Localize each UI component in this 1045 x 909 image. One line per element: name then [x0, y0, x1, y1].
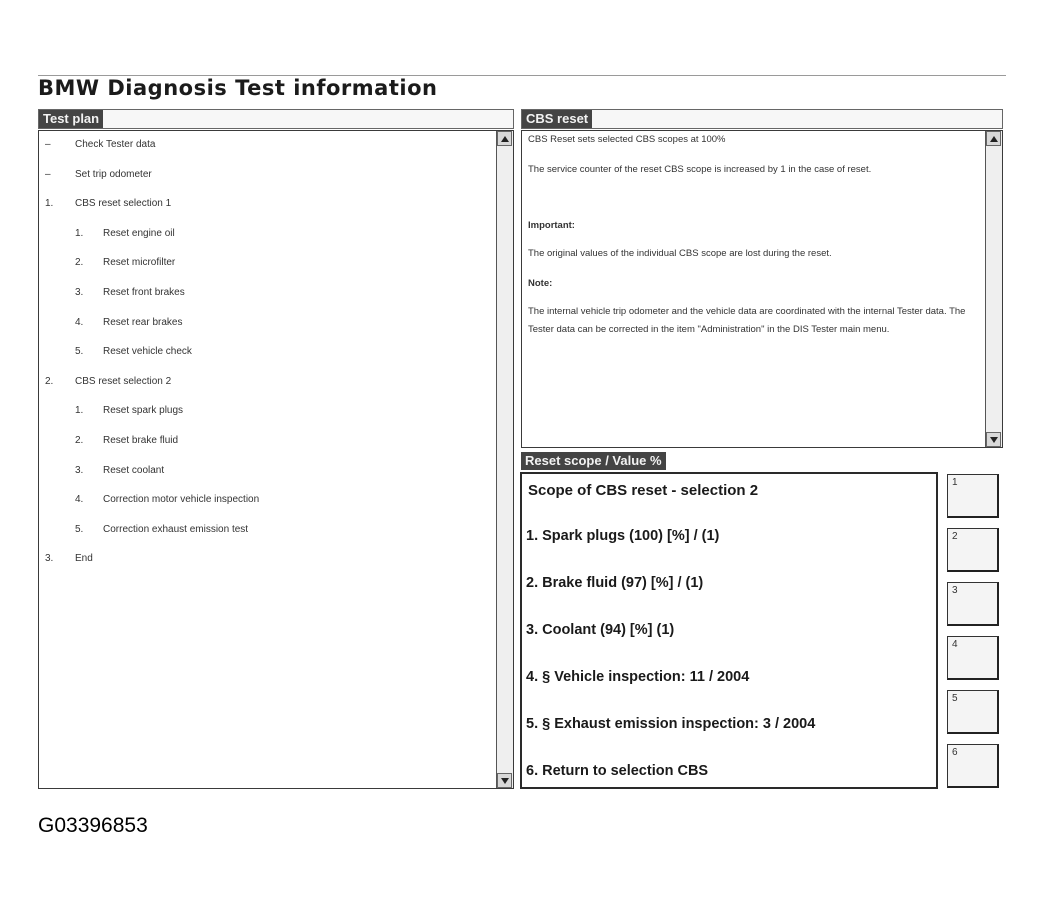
- selection-option-3[interactable]: 3. Coolant (94) [%] (1): [526, 622, 675, 638]
- test-plan-item-label: End: [75, 553, 93, 565]
- test-plan-header: [38, 109, 514, 129]
- scroll-down-arrow-icon[interactable]: [497, 773, 512, 788]
- cbs-reset-header: [521, 109, 1003, 129]
- function-key-label: 3: [952, 585, 958, 596]
- test-plan-scrollbar[interactable]: [496, 131, 513, 788]
- function-key-label: 5: [952, 693, 958, 704]
- test-plan-item-label: Reset spark plugs: [103, 405, 184, 417]
- selection-option-4[interactable]: 4. § Vehicle inspection: 11 / 2004: [526, 669, 750, 685]
- function-key-2-button[interactable]: [947, 528, 999, 572]
- test-plan-item-number: 2.: [75, 257, 84, 269]
- info-important-text: The original values of the individual CBS scope are lost during the reset.: [528, 248, 832, 259]
- test-plan-item-label: Reset microfilter: [103, 257, 176, 269]
- test-plan-item-number: 3.: [45, 553, 54, 565]
- test-plan-item-number: 3.: [75, 464, 84, 476]
- test-plan-item-number: 3.: [75, 287, 84, 298]
- test-plan-panel: [38, 130, 514, 789]
- test-plan-item-label: CBS reset selection 1: [75, 198, 172, 210]
- test-plan-item-label: Correction exhaust emission test: [103, 523, 249, 535]
- test-plan-item-number: –: [45, 139, 51, 150]
- scroll-up-arrow-icon[interactable]: [986, 131, 1001, 146]
- test-plan-item-number: 5.: [75, 523, 84, 535]
- selection-option-6[interactable]: 6. Return to selection CBS: [526, 763, 709, 779]
- selection-option-2[interactable]: 2. Brake fluid (97) [%] / (1): [526, 575, 704, 591]
- function-key-1-button[interactable]: [947, 474, 999, 518]
- app-title: BMW Diagnosis Test information: [38, 76, 438, 100]
- test-plan-item-label: Reset front brakes: [103, 287, 185, 298]
- test-plan-item-label: Correction motor vehicle inspection: [103, 494, 260, 506]
- info-line-1: CBS Reset sets selected CBS scopes at 100%: [528, 134, 726, 145]
- function-key-4-button[interactable]: [947, 636, 999, 680]
- function-key-label: 1: [952, 477, 958, 488]
- function-key-label: 6: [952, 747, 958, 758]
- scroll-up-arrow-icon[interactable]: [497, 131, 512, 146]
- info-line-2: The service counter of the reset CBS scope is increased by 1 in the case of reset.: [528, 164, 872, 175]
- test-plan-item-number: –: [45, 168, 51, 180]
- info-scrollbar[interactable]: [985, 131, 1002, 447]
- function-key-label: 2: [952, 531, 958, 542]
- function-key-3-button[interactable]: [947, 582, 999, 626]
- test-plan-item-number: 2.: [75, 435, 84, 446]
- note-label: Note:: [528, 278, 553, 289]
- test-plan-item-label: Set trip odometer: [75, 168, 152, 180]
- test-plan-item-number: 1.: [75, 227, 84, 239]
- test-plan-item-label: Reset engine oil: [103, 227, 175, 239]
- selection-option-5[interactable]: 5. § Exhaust emission inspection: 3 / 2004: [526, 716, 816, 732]
- selection-header-label: Reset scope / Value %: [521, 452, 666, 470]
- selection-option-1[interactable]: 1. Spark plugs (100) [%] / (1): [526, 528, 720, 544]
- scroll-down-arrow-icon[interactable]: [986, 432, 1001, 447]
- selection-header: [521, 452, 939, 472]
- test-plan-item-number: 4.: [75, 316, 84, 328]
- function-key-5-button[interactable]: [947, 690, 999, 734]
- test-plan-item-number: 1.: [45, 198, 54, 210]
- selection-title: Scope of CBS reset - selection 2: [528, 482, 759, 499]
- test-plan-item-label: Reset rear brakes: [103, 316, 183, 328]
- test-plan-item-label: Reset vehicle check: [103, 346, 192, 358]
- function-key-label: 4: [952, 639, 958, 650]
- test-plan-header-label: Test plan: [39, 110, 103, 128]
- test-plan-item-label: Check Tester data: [75, 139, 156, 150]
- test-plan-item-number: 1.: [75, 405, 84, 417]
- figure-id: G03396853: [38, 814, 148, 837]
- test-plan-item-number: 4.: [75, 494, 84, 506]
- test-plan-item-label: CBS reset selection 2: [75, 375, 172, 387]
- cbs-reset-info-panel: [521, 130, 1003, 448]
- selection-panel: [520, 472, 938, 789]
- cbs-reset-header-label: CBS reset: [522, 110, 592, 128]
- important-label: Important:: [528, 220, 575, 231]
- test-plan-item-number: 2.: [45, 375, 54, 387]
- info-note-label: [528, 275, 980, 293]
- info-important-label: [528, 217, 980, 235]
- test-plan-item-label: Reset coolant: [103, 464, 165, 476]
- function-key-6-button[interactable]: [947, 744, 999, 788]
- test-plan-item-label: Reset brake fluid: [103, 435, 179, 446]
- test-plan-item-number: 5.: [75, 346, 84, 358]
- info-note-text: The internal vehicle trip odometer and the vehicle data are coordinated with the internal Tester data. The Tester data can be corrected in the item "Administration" in the DIS Tester main menu.: [528, 306, 966, 335]
